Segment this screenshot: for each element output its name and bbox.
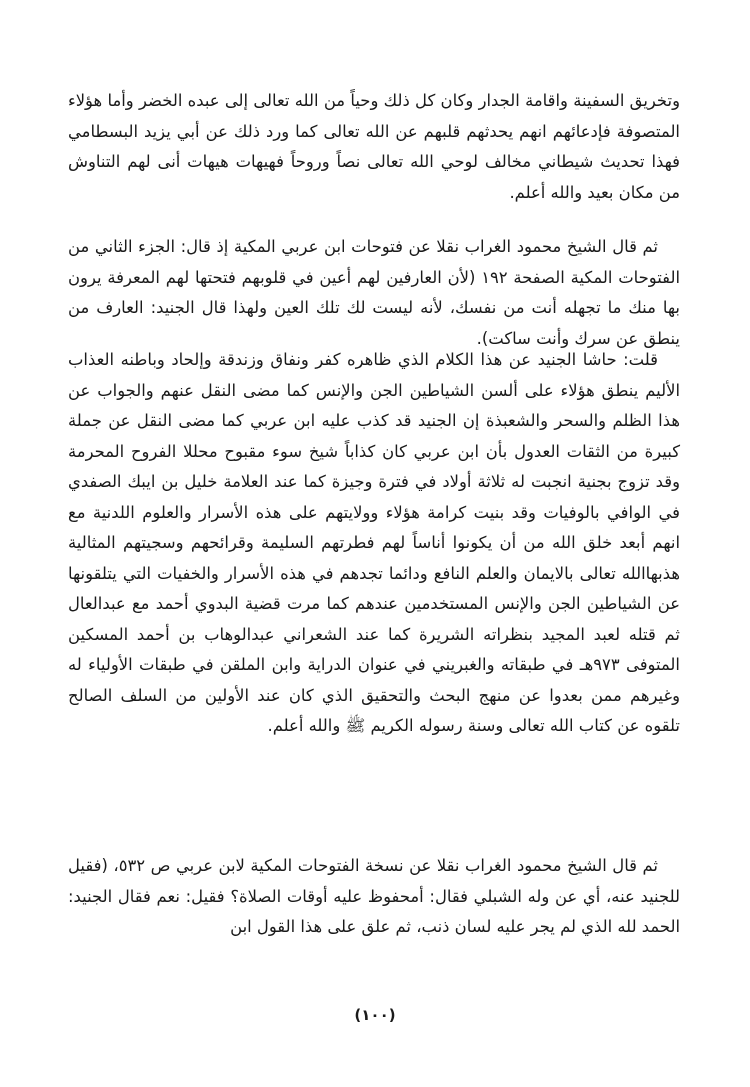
page-number: (١٠٠) bbox=[354, 1006, 396, 1024]
paragraph-khidr-revelation: وتخريق السفينة واقامة الجدار وكان كل ذلك وحياً من الله تعالى إلى عبده الخضر وأما هؤلاء المتصوفة فإدعائهم انهم يحدثهم قلبهم عن الله تعالى كما ورد ذلك عن أبي يزيد البسطامي فهذا تحديث شيطاني مخالف لوحي الله تعالى نصاً وروحاً فهيهات هيهات أنى لهم التناوش من مكان بعيد والله أعلم. bbox=[68, 91, 680, 202]
paragraph-futuhat-quote: ثم قال الشيخ محمود الغراب نقلا عن فتوحات ابن عربي المكية إذ قال: الجزء الثاني من الفتوحات المكية الصفحة ١٩٢ (لأن العارفين لهم أعين في قلوبهم فتحتها لهم المعرفة يرون بها منك ما تجهله أنت من نفسك، لأنه ليست لك تلك العين ولهذا قال الجنيد: العارف من ينطق عن سرك وأنت ساكت). bbox=[68, 237, 681, 348]
paragraph-refutation: قلت: حاشا الجنيد عن هذا الكلام الذي ظاهره كفر ونفاق وزندقة وإلحاد وباطنه العذاب الأليم ينطق هؤلاء على ألسن الشياطين الجن والإنس كما مضى النقل عنهم والجواب عن هذا الظلم والسحر والشعبذة إن الجنيد قد كذب عليه ابن عربي كما مضى النقل عن جملة كبيرة من الثقات العدول بأن ابن عربي كان كذاباً شيخ سوء مقبوح محللا الفروح المحرمة وقد تزوج بجنية انجبت له ثلاثة أولاد في فترة وجيزة كما عند العلامة خليل بن ايبك الصفدي في الوافي بالوفيات وقد بنيت كرامة هؤلاء وولايتهم على هذه الأسرار والعلوم اللدنية مع انهم أبعد خلق الله من أن يكونوا أناساً لهم فطرتهم السليمة وقرائحهم وسجيتهم المثالية هذبهاالله تعالى بالايمان والعلم النافع ودائما تجدهم في هذه الأسرار والخفيات التي يتلقونها عن الشياطين الجن والإنس المستخدمين عندهم كما مرت قضية البدوي أحمد مع عبدالعال ثم قتله لعبد المجيد بنظراته الشريرة كما عند الشعراني عبدالوهاب بن أحمد المسكين المتوفى ٩٧٣هـ في طبقاته والغبريني في عنوان الدراية وابن الملقن في طبقات الأولياء له وغيرهم ممن بعدوا عن منهج البحث والتحقيق الذي كان عند الأولين من السلف الصالح تلقوه عن كتاب الله تعالى وسنة رسوله الكريم ﷺ والله أعلم. bbox=[68, 350, 680, 735]
paragraph-shibli-quote: ثم قال الشيخ محمود الغراب نقلا عن نسخة الفتوحات المكية لابن عربي ص ٥٣٢، (فقيل للجنيد عنه، أي عن وله الشبلي فقال: أمحفوظ عليه أوقات الصلاة؟ فقيل: نعم فقال الجنيد: الحمد لله الذي لم يجر عليه لسان ذنب، ثم علق على هذا القول ابن bbox=[68, 856, 680, 936]
